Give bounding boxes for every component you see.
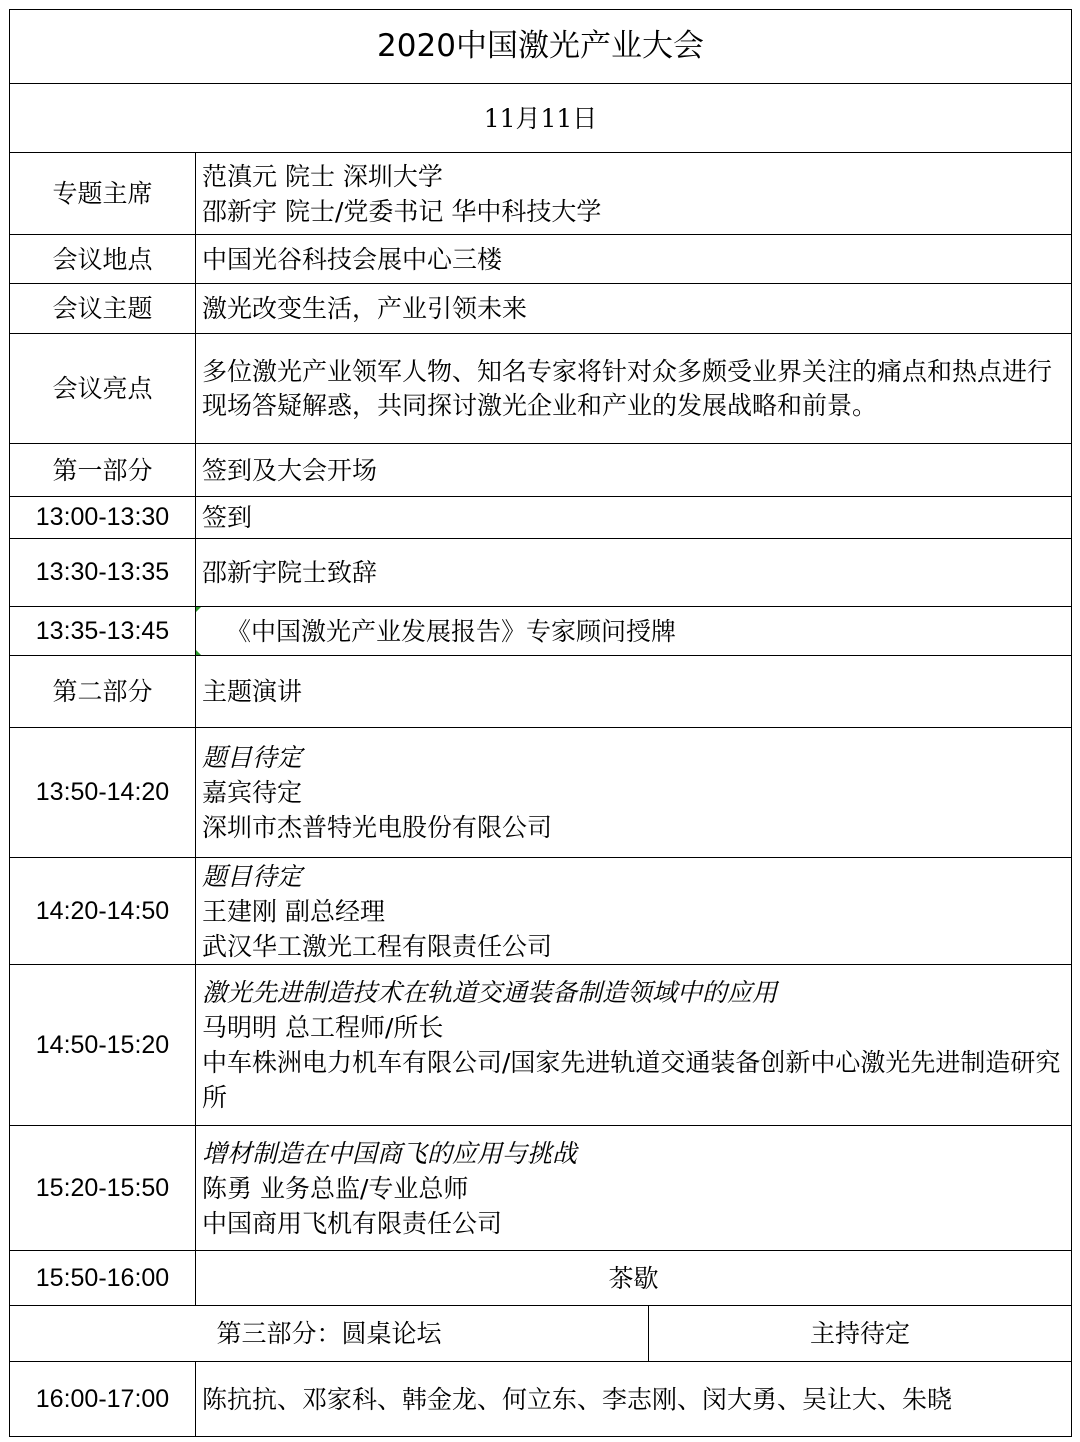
talk-row bbox=[10, 728, 1072, 858]
talk-row bbox=[10, 965, 1072, 1126]
chair-item: 范滇元 院士 深圳大学 bbox=[202, 161, 443, 191]
part3-row bbox=[10, 1306, 1072, 1362]
talk-organization: 深圳市杰普特光电股份有限公司 bbox=[202, 813, 553, 842]
chairs-list bbox=[196, 153, 1072, 235]
talk-time: 15:20-15:50 bbox=[10, 1126, 196, 1251]
talk-organization: 武汉华工激光工程有限责任公司 bbox=[202, 931, 553, 961]
part3-label: 第三部分：圆桌论坛 bbox=[10, 1306, 649, 1362]
highlights-label: 会议亮点 bbox=[10, 334, 196, 444]
venue-value: 中国光谷科技会展中心三楼 bbox=[196, 235, 1072, 284]
talk-topic: 激光先进制造技术在轨道交通装备制造领域中的应用 bbox=[202, 978, 778, 1007]
talk-row bbox=[10, 858, 1072, 965]
session-text: 《中国激光产业发展报告》专家顾问授牌 bbox=[196, 607, 1072, 656]
break-time: 15:50-16:00 bbox=[10, 1251, 196, 1306]
break-text: 茶歇 bbox=[196, 1251, 1072, 1306]
talk-row bbox=[10, 1126, 1072, 1251]
talk-topic: 增材制造在中国商飞的应用与挑战 bbox=[202, 1138, 578, 1168]
session-text: 签到 bbox=[196, 497, 1072, 539]
part2-content: 主题演讲 bbox=[196, 656, 1072, 728]
venue-row bbox=[10, 235, 1072, 284]
talk-speaker: 嘉宾待定 bbox=[202, 778, 303, 807]
agenda-table bbox=[9, 9, 1072, 1437]
chair-item: 邵新宇 院士/党委书记 华中科技大学 bbox=[202, 196, 602, 226]
part3-host: 主持待定 bbox=[649, 1306, 1072, 1362]
talk-organization: 中车株洲电力机车有限公司/国家先进轨道交通装备创新中心激光先进制造研究所 bbox=[202, 1048, 1061, 1112]
highlights-value: 多位激光产业领军人物、知名专家将针对众多颇受业界关注的痛点和热点进行现场答疑解惑，共同探讨激光企业和产业的发展战略和前景。 bbox=[196, 334, 1072, 444]
forum-row bbox=[10, 1362, 1072, 1437]
talk-time: 14:20-14:50 bbox=[10, 858, 196, 965]
session-time: 13:30-13:35 bbox=[10, 539, 196, 607]
talk-details bbox=[196, 1126, 1072, 1251]
conference-date: 11月11日 bbox=[10, 84, 1072, 153]
part1-row bbox=[10, 444, 1072, 497]
forum-time: 16:00-17:00 bbox=[10, 1362, 196, 1437]
talk-time: 14:50-15:20 bbox=[10, 965, 196, 1126]
session-text: 邵新宇院士致辞 bbox=[196, 539, 1072, 607]
talk-speaker: 王建刚 副总经理 bbox=[202, 896, 385, 926]
schedule-row bbox=[10, 539, 1072, 607]
talk-topic: 题目待定 bbox=[202, 861, 303, 891]
talk-organization: 中国商用飞机有限责任公司 bbox=[202, 1208, 503, 1238]
talk-speaker: 陈勇 业务总监/专业总师 bbox=[202, 1173, 469, 1203]
part1-label: 第一部分 bbox=[10, 444, 196, 497]
venue-label: 会议地点 bbox=[10, 235, 196, 284]
theme-label: 会议主题 bbox=[10, 284, 196, 334]
part2-label: 第二部分 bbox=[10, 656, 196, 728]
talk-topic: 题目待定 bbox=[202, 743, 303, 772]
chairs-label: 专题主席 bbox=[10, 153, 196, 235]
chairs-row bbox=[10, 153, 1072, 235]
highlights-row bbox=[10, 334, 1072, 444]
forum-participants: 陈抗抗、邓家科、韩金龙、何立东、李志刚、闵大勇、吴让大、朱晓 bbox=[196, 1362, 1072, 1437]
talk-details bbox=[196, 728, 1072, 858]
theme-row bbox=[10, 284, 1072, 334]
date-row bbox=[10, 84, 1072, 153]
schedule-row bbox=[10, 497, 1072, 539]
talk-details bbox=[196, 858, 1072, 965]
part2-row bbox=[10, 656, 1072, 728]
talk-speaker: 马明明 总工程师/所长 bbox=[202, 1013, 444, 1042]
session-time: 13:00-13:30 bbox=[10, 497, 196, 539]
part1-content: 签到及大会开场 bbox=[196, 444, 1072, 497]
talk-time: 13:50-14:20 bbox=[10, 728, 196, 858]
conference-title: 2020中国激光产业大会 bbox=[10, 10, 1072, 84]
schedule-row bbox=[10, 607, 1072, 656]
break-row bbox=[10, 1251, 1072, 1306]
theme-value: 激光改变生活，产业引领未来 bbox=[196, 284, 1072, 334]
talk-details bbox=[196, 965, 1072, 1126]
session-time: 13:35-13:45 bbox=[10, 607, 196, 656]
title-row bbox=[10, 10, 1072, 84]
